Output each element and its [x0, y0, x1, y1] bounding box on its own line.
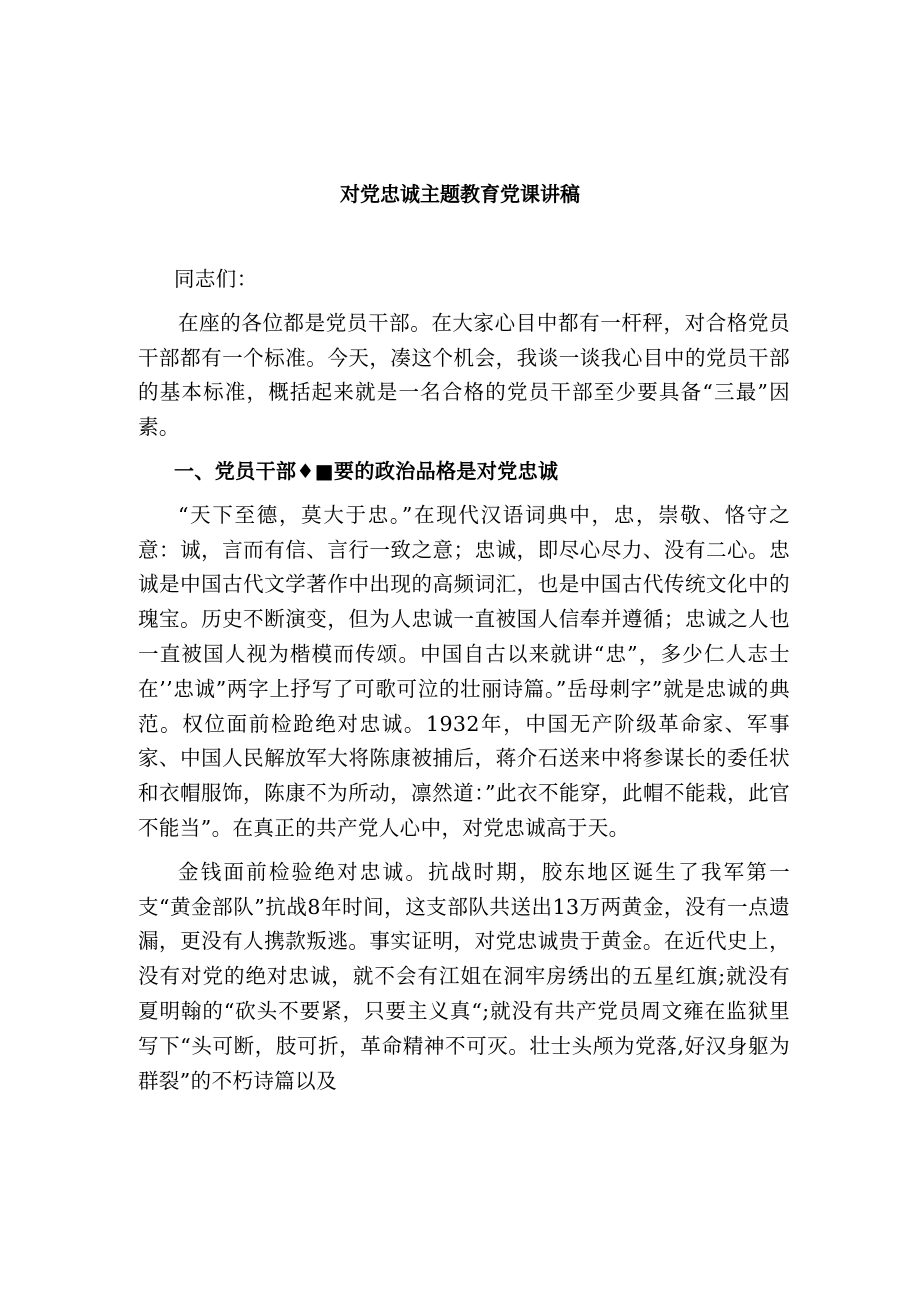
body-paragraph-2: 金钱面前检验绝对忠诚。抗战时期，胶东地区诞生了我军第一支“黄金部队”抗战8年时间，这支部队共送出13万两黄金，没有一点遗漏，更没有人携款叛逃。事实证明，对党忠诚贵于黄金。在近代史上，没有对党的绝对忠诚，就不会有江姐在洞牢房绣出的五星红旗;就没有夏明翰的“砍头不要紧，只要主义真“;就没有共产党员周文雍在监狱里写下“头可断，肢可折，革命精神不可灭。壮士头颅为党落,好汉身躯为群裂”的不朽诗篇以及	[138, 859, 790, 1093]
intro-paragraph: 在座的各位都是党员干部。在大家心目中都有一杆秤，对合格党员干部都有一个标准。今天，凑这个机会，我谈一谈我心目中的党员干部的基本标准，概括起来就是一名合格的党员干部至少要具备“三最”因素。	[138, 310, 790, 440]
document-title: 对党忠诚主题教育党课讲稿	[340, 182, 580, 206]
document-body	[138, 262, 790, 1107]
salutation: 同志们：	[174, 267, 258, 291]
section-heading-1: 一、党员干部♦■要的政治品格是对党忠诚	[174, 458, 559, 483]
body-paragraph-1: “天下至德，莫大于忠。”在现代汉语词典中，忠，崇敬、恪守之意：诚，言而有信、言行一致之意；忠诚，即尽心尽力、没有二心。忠诚是中国古代文学著作中出现的高频词汇，也是中国古代传统文化中的瑰宝。历史不断演变，但为人忠诚一直被国人信奉并遵循；忠诚之人也一直被国人视为楷模而传颂。中国自古以来就讲“忠”，多少仁人志士在’’忠诚”两字上抒写了可歌可泣的壮丽诗篇。”岳母刺字”就是忠诚的典范。权位面前检跄绝对忠诚。1932年，中国无产阶级革命家、军事家、中国人民解放军大将陈康被捕后，蒋介石送来中将参谋长的委任状和衣帽服饰，陈康不为所动，凛然道：”此衣不能穿，此帽不能栽，此官不能当”。在真正的共产党人心中，对党忠诚高于天。	[138, 502, 790, 840]
